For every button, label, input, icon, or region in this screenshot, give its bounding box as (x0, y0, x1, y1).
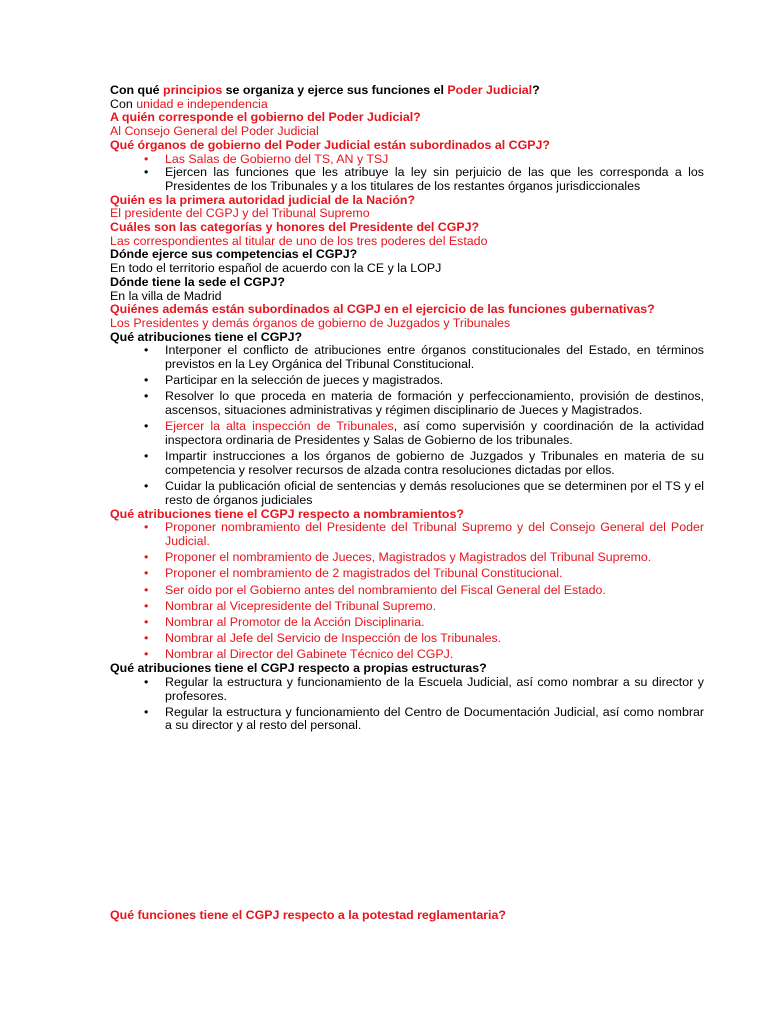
question-others-subordinate: Quiénes además están subordinados al CGPJ en el ejercicio de las funciones gubernativas? (110, 302, 655, 317)
bullet-icon: • (144, 520, 149, 535)
question-subordinate-organs: Qué órganos de gobierno del Poder Judicial están subordinados al CGPJ? (110, 137, 550, 152)
bullet-icon: • (144, 343, 149, 358)
answer-others-subordinate: Los Presidentes y demás órganos de gobierno de Juzgados y Tribunales (110, 315, 511, 330)
bullet-icon: • (144, 674, 149, 689)
bullet-icon: • (144, 449, 149, 464)
list-item: • Las Salas de Gobierno del TS, AN y TSJ (144, 151, 389, 166)
list-item: • Participar en la selección de jueces y magistrados. (144, 373, 444, 388)
question-own-structures: Qué atribuciones tiene el CGPJ respecto a propias estructuras? (110, 661, 487, 676)
subordinate-organs-list (110, 153, 704, 194)
bullet-icon: • (144, 389, 149, 404)
question-attributions: Qué atribuciones tiene el CGPJ? (110, 329, 303, 344)
bullet-icon: • (144, 373, 149, 388)
list-item: • Nombrar al Director del Gabinete Técnico del CGPJ. (144, 647, 454, 662)
question-seat: Dónde tiene la sede el CGPJ? (110, 274, 285, 289)
bullet-icon: • (144, 704, 149, 719)
bullet-icon: • (144, 419, 149, 434)
answer-categories: Las correspondientes al titular de uno de los tres poderes del Estado (110, 233, 488, 248)
list-item: • Cuidar la publicación oficial de sentencias y demás resoluciones que se determinen por el TS y el resto de órganos judiciales (144, 479, 704, 507)
question-appointments: Qué atribuciones tiene el CGPJ respecto a nombramientos? (110, 506, 464, 521)
answer-government: Al Consejo General del Poder Judicial (110, 124, 319, 139)
bullet-icon: • (144, 582, 149, 597)
answer-first-authority: El presidente del CGPJ y del Tribunal Supremo (110, 206, 370, 221)
list-item: • Ser oído por el Gobierno antes del nombramiento del Fiscal General del Estado. (144, 582, 606, 597)
bullet-icon: • (144, 647, 149, 662)
list-item: • Regular la estructura y funcionamiento de la Escuela Judicial, así como nombrar a su director y profesores. (144, 674, 704, 703)
bullet-icon: • (144, 631, 149, 646)
attributions-list (110, 344, 704, 507)
list-item: • Ejercen las funciones que les atribuye la ley sin perjuicio de las que les corresponda a los Presidentes de los Tribunales y a los titulares de los restantes órganos jurisdiccionales (144, 165, 704, 193)
list-item: • Nombrar al Vicepresidente del Tribunal Supremo. (144, 598, 437, 613)
bullet-icon: • (144, 165, 149, 180)
bullet-icon: • (144, 598, 149, 613)
answer-competences: En todo el territorio español de acuerdo con la CE y la LOPJ (110, 261, 442, 276)
appointments-list (110, 521, 704, 662)
question-principles: Con qué principios se organiza y ejerce sus funciones el Poder Judicial? (110, 83, 540, 97)
list-item: • Proponer nombramiento del Presidente del Tribunal Supremo y del Consejo General del Poder Judicial. (144, 520, 704, 548)
question-competences: Dónde ejerce sus competencias el CGPJ? (110, 247, 358, 262)
blank-space (110, 733, 704, 909)
list-item: • Proponer el nombramiento de Jueces, Magistrados y Magistrados del Tribunal Supremo. (144, 550, 652, 565)
question-government: A quién corresponde el gobierno del Poder Judicial? (110, 110, 421, 125)
bullet-icon: • (144, 479, 149, 494)
question-categories: Cuáles son las categorías y honores del Presidente del CGPJ? (110, 220, 480, 235)
document-page (110, 84, 704, 923)
list-item: • Regular la estructura y funcionamiento del Centro de Documentación Judicial, así como nombrar a su director y al resto del personal. (144, 704, 704, 733)
own-structures-list (110, 676, 704, 733)
bullet-icon: • (144, 550, 149, 565)
list-item: • Impartir instrucciones a los órganos de gobierno de Juzgados y Tribunales en materia de su competencia y resolver recursos de alzada contra resoluciones dictadas por ellos. (144, 449, 704, 477)
bullet-icon: • (144, 566, 149, 581)
bullet-icon: • (144, 615, 149, 630)
question-regulatory-power: Qué funciones tiene el CGPJ respecto a la potestad reglamentaria? (110, 908, 506, 923)
list-item: • Proponer el nombramiento de 2 magistrados del Tribunal Constitucional. (144, 566, 563, 581)
answer-seat: En la villa de Madrid (110, 288, 222, 303)
bullet-icon: • (144, 151, 149, 166)
question-first-authority: Quién es la primera autoridad judicial de la Nación? (110, 192, 416, 207)
answer-principles: Con unidad e independencia (110, 96, 268, 111)
list-item: • Interponer el conflicto de atribuciones entre órganos constitucionales del Estado, en términos previstos en la Ley Orgánica del Tribunal Constitucional. (144, 343, 704, 372)
list-item: • Ejercer la alta inspección de Tribunales, así como supervisión y coordinación de la actividad inspectora ordinaria de Presidentes y Salas de Gobierno de los tribunales. (144, 419, 704, 448)
list-item: • Nombrar al Promotor de la Acción Disciplinaria. (144, 615, 425, 630)
list-item: • Nombrar al Jefe del Servicio de Inspección de los Tribunales. (144, 631, 502, 646)
list-item: • Resolver lo que proceda en materia de formación y perfeccionamiento, provisión de destinos, ascensos, situaciones administrativas y régimen disciplinario de Jueces y Magistrados. (144, 389, 704, 418)
